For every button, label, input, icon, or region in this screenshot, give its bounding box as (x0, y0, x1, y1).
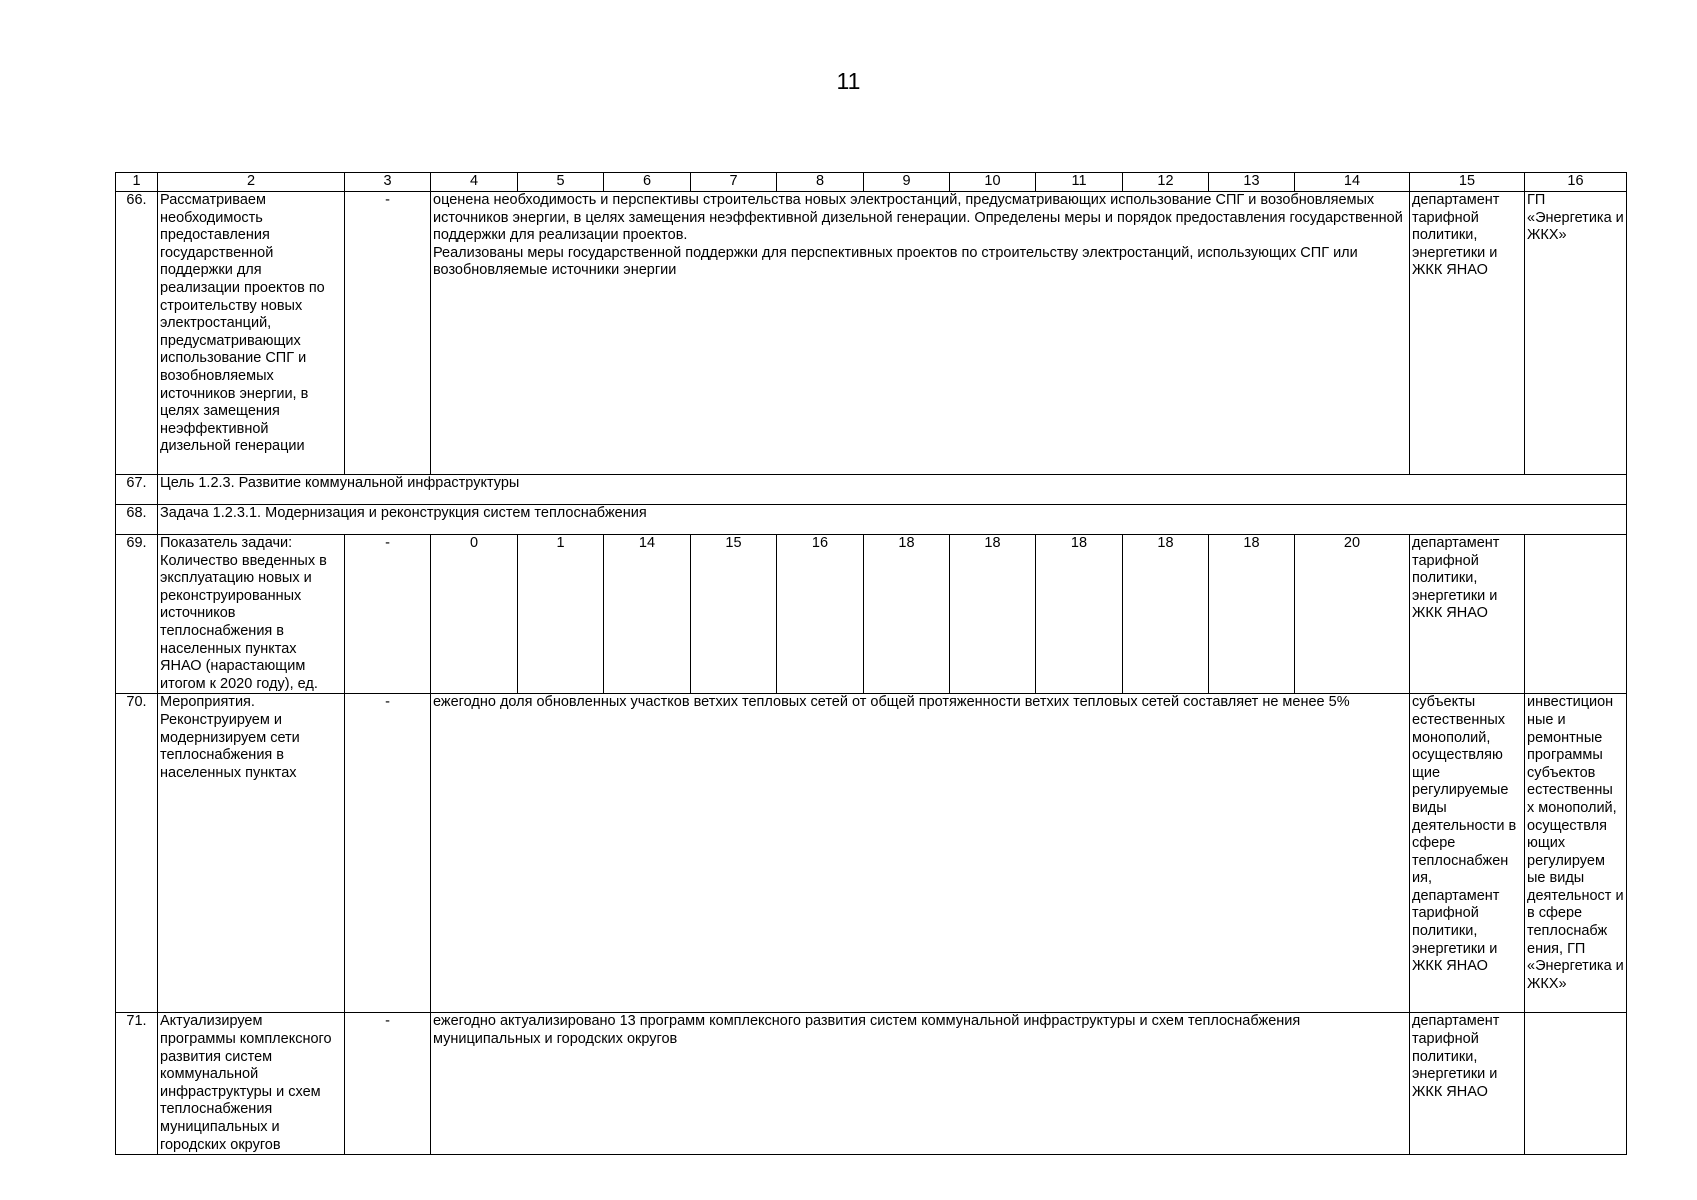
column-3-value: - (345, 694, 431, 1013)
table-row (116, 192, 1627, 475)
row-number: 66. (116, 192, 158, 475)
table-row (116, 694, 1627, 1013)
expected-result: ежегодно актуализировано 13 программ комплексного развития систем коммунальной инфраструктуры и схем теплоснабжения муниципальных и городских округов (431, 1013, 1410, 1155)
row-title: Актуализируем программы комплексного развития систем коммунальной инфраструктуры и схем теплоснабжения муниципальных и городских округов (158, 1013, 345, 1155)
indicator-value: 18 (864, 535, 950, 694)
table-row (116, 535, 1627, 694)
column-number: 2 (158, 173, 345, 192)
column-number: 13 (1209, 173, 1295, 192)
column-number: 14 (1295, 173, 1410, 192)
responsible-executor: департамент тарифной политики, энергетики и ЖКК ЯНАО (1410, 192, 1525, 475)
program-source (1525, 535, 1627, 694)
indicator-value: 18 (950, 535, 1036, 694)
column-number: 9 (864, 173, 950, 192)
column-3-value: - (345, 535, 431, 694)
column-number: 3 (345, 173, 431, 192)
indicator-value: 18 (1209, 535, 1295, 694)
column-number: 5 (518, 173, 604, 192)
page-number: 11 (836, 68, 861, 94)
program-table (115, 172, 1627, 1155)
task-heading: Задача 1.2.3.1. Модернизация и реконструкция систем теплоснабжения (158, 505, 1627, 535)
table-row (116, 1013, 1627, 1155)
column-number: 15 (1410, 173, 1525, 192)
column-3-value: - (345, 192, 431, 475)
expected-result-line: Реализованы меры государственной поддержки для перспективных проектов по строительству электростанций, использующих СПГ или возобновляемые источники энергии (433, 244, 1358, 279)
table-row (116, 505, 1627, 535)
column-number: 10 (950, 173, 1036, 192)
column-number: 8 (777, 173, 864, 192)
program-source: инвестицион ные и ремонтные программы субъектов естественны х монополий, осуществля ющих регулируем ые виды деятельност и в сфере теплоснабж ения, ГП «Энергетика и ЖКХ» (1525, 694, 1627, 1013)
row-number: 67. (116, 475, 158, 505)
responsible-executor: департамент тарифной политики, энергетики и ЖКК ЯНАО (1410, 535, 1525, 694)
goal-heading: Цель 1.2.3. Развитие коммунальной инфраструктуры (158, 475, 1627, 505)
column-number: 1 (116, 173, 158, 192)
program-source (1525, 1013, 1627, 1155)
row-number: 70. (116, 694, 158, 1013)
indicator-value: 0 (431, 535, 518, 694)
column-number: 16 (1525, 173, 1627, 192)
responsible-executor: департамент тарифной политики, энергетики и ЖКК ЯНАО (1410, 1013, 1525, 1155)
indicator-value: 16 (777, 535, 864, 694)
responsible-executor: субъекты естественных монополий, осуществляю щие регулируемые виды деятельности в сфере теплоснабжен ия, департамент тарифной политики, энергетики и ЖКК ЯНАО (1410, 694, 1525, 1013)
row-title: Рассматриваем необходимость предоставления государственной поддержки для реализации проектов по строительству новых электростанций, предусматривающих использование СПГ и возобновляемых источников энергии, в целях замещения неэффективной дизельной генерации (158, 192, 345, 475)
row-title: Показатель задачи: Количество введенных в эксплуатацию новых и реконструированных источников теплоснабжения в населенных пунктах ЯНАО (нарастающим итогом к 2020 году), ед. (158, 535, 345, 694)
indicator-value: 18 (1036, 535, 1123, 694)
column-number: 11 (1036, 173, 1123, 192)
row-title: Мероприятия. Реконструируем и модернизируем сети теплоснабжения в населенных пунктах (158, 694, 345, 1013)
expected-result: ежегодно доля обновленных участков ветхих тепловых сетей от общей протяженности ветхих тепловых сетей составляет не менее 5% (431, 694, 1410, 1013)
row-number: 71. (116, 1013, 158, 1155)
indicator-value: 20 (1295, 535, 1410, 694)
column-number-row (116, 173, 1627, 192)
table-row (116, 475, 1627, 505)
indicator-value: 14 (604, 535, 691, 694)
column-number: 12 (1123, 173, 1209, 192)
column-number: 6 (604, 173, 691, 192)
indicator-value: 15 (691, 535, 777, 694)
indicator-value: 18 (1123, 535, 1209, 694)
column-number: 4 (431, 173, 518, 192)
row-number: 69. (116, 535, 158, 694)
column-number: 7 (691, 173, 777, 192)
expected-result-line: оценена необходимость и перспективы строительства новых электростанций, предусматривающих использование СПГ и возобновляемых источников энергии, в целях замещения неэффективной дизельной генерации. Определены меры и порядок предоставления государственной поддержки для реализации проектов. (433, 192, 1403, 244)
row-number: 68. (116, 505, 158, 535)
indicator-value: 1 (518, 535, 604, 694)
expected-result (431, 192, 1410, 475)
program-source: ГП «Энергетика и ЖКХ» (1525, 192, 1627, 475)
column-3-value: - (345, 1013, 431, 1155)
